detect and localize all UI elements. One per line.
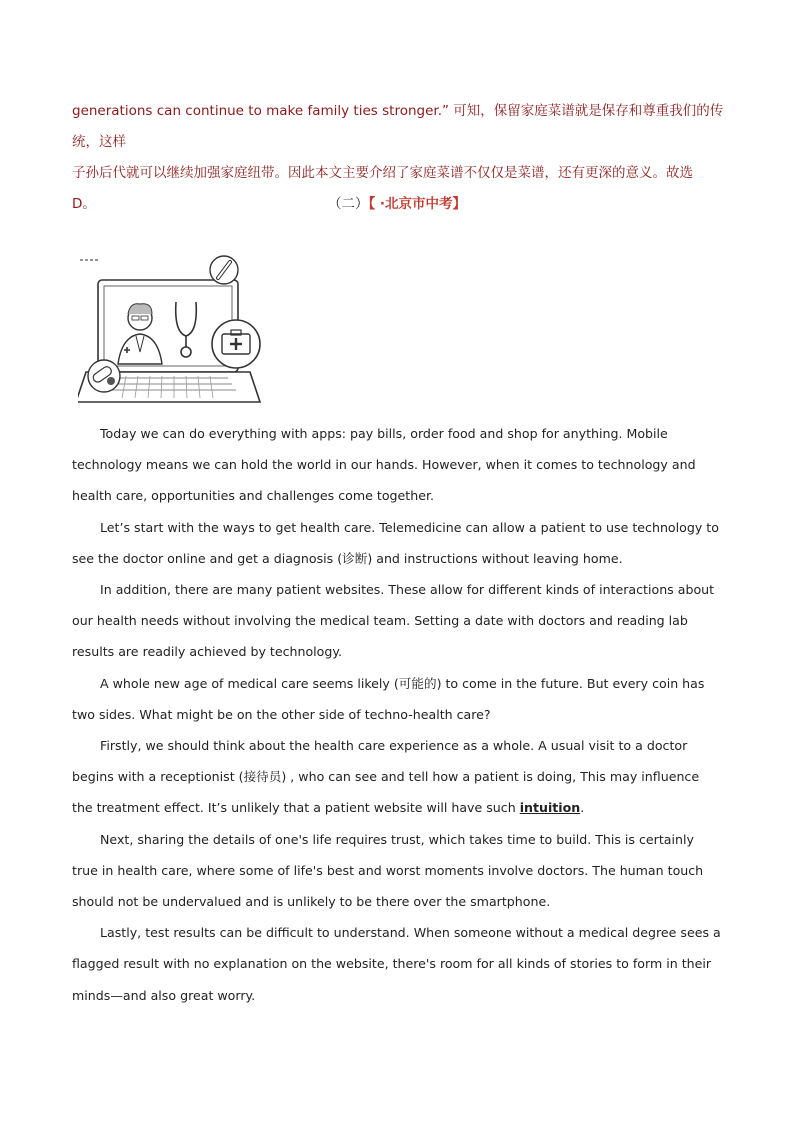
test-tube-icon <box>210 256 238 284</box>
paragraph-7: Lastly, test results can be difficult to understand. When someone without a medical degree sees a flagged result with no explanation on the website, there's room for all kinds of stories to form in their minds—and also great worry. <box>72 925 721 1003</box>
first-aid-kit-icon <box>212 320 260 368</box>
section-number: （二） <box>327 196 369 212</box>
paragraph-3: In addition, there are many patient websites. These allow for different kinds of interactions about our health needs without involving the medical team. Setting a date with doctors and reading lab results are readily achieved by technology. <box>72 582 715 660</box>
paragraph-4: A whole new age of medical care seems likely (可能的) to come in the future. But every coin has two sides. What might be on the other side of techno-health care? <box>72 675 705 722</box>
telehealth-illustration <box>78 252 268 412</box>
paragraph-5-end: . <box>580 800 585 816</box>
explanation-line-1: generations can continue to make family ties stronger.” 可知，保留家庭菜谱就是保存和尊重我们的传统，这样 <box>72 103 724 150</box>
reading-passage <box>72 418 722 1011</box>
paragraph-5 <box>72 730 722 824</box>
section-heading <box>0 192 794 212</box>
pills-icon <box>88 360 120 392</box>
section-source: 【 ·北京市中考】 <box>368 196 467 212</box>
paragraph-6: Next, sharing the details of one's life requires trust, which takes time to build. This is certainly true in health care, where some of life's best and worst moments involve doctors. The human touch should not be undervalued and is unlikely to be there over the smartphone. <box>72 831 704 910</box>
paragraph-2: Let’s start with the ways to get health care. Telemedicine can allow a patient to use technology to see the doctor online and get a diagnosis (诊断) and instructions without leaving home. <box>72 519 719 566</box>
paragraph-1: Today we can do everything with apps: pay bills, order food and shop for anything. Mobile technology means we can hold the world in our hands. However, when it comes to technology and health care, opportunities and challenges come together. <box>72 426 696 504</box>
underlined-word-intuition: intuition <box>519 800 581 816</box>
paragraph-5-text: Firstly, we should think about the health care experience as a whole. A usual visit to a doctor begins with a receptionist (接待员) , who can see and tell how a patient is doing, This may influence the treatment effect. It’s unlikely that a patient website will have such <box>72 738 700 816</box>
explanation-line-3: D。 <box>72 196 96 212</box>
explanation-line-2: 子孙后代就可以继续加强家庭纽带。因此本文主要介绍了家庭菜谱不仅仅是菜谱，还有更深的意义。故选 <box>72 165 693 181</box>
